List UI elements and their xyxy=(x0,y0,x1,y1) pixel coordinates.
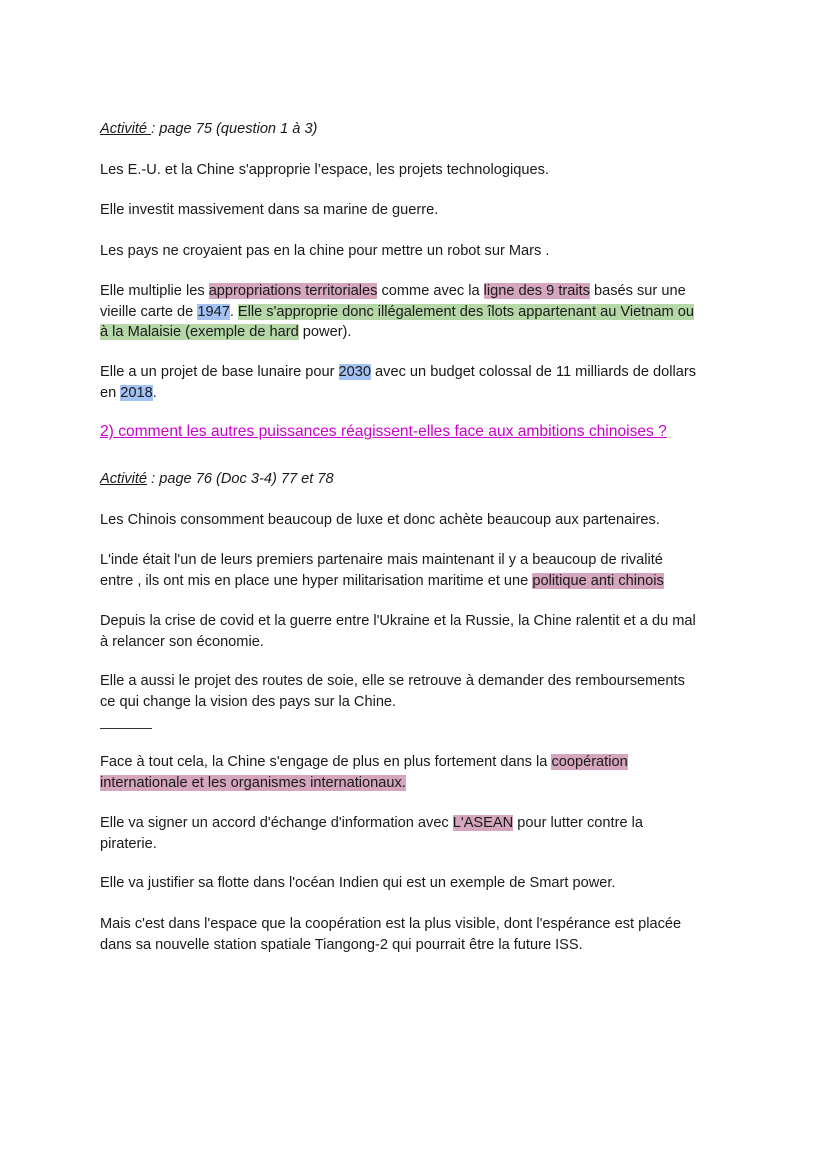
paragraph-4-line-1: Elle multiplie les appropriations territoriales comme avec la ligne des 9 traits basés sur une xyxy=(100,283,686,299)
highlight-year-1947: 1947 xyxy=(197,303,230,320)
highlight-asean: L'ASEAN xyxy=(452,815,514,831)
paragraph-8: Depuis la crise de covid et la guerre entre l'Ukraine et la Russie, la Chine ralentit et a du mal à relancer son économie. xyxy=(100,613,696,650)
paragraph-6: Les Chinois consomment beaucoup de luxe et donc achète beaucoup aux partenaires. xyxy=(100,512,660,528)
question-2-heading: 2) comment les autres puissances réagissent-elles face aux ambitions chinoises ? xyxy=(100,423,667,440)
paragraph-9: Elle a aussi le projet des routes de soie, elle se retrouve à demander des remboursements ce qui change la vision des pays sur la Chine. xyxy=(100,673,685,710)
highlight-ligne-9-traits: ligne des 9 traits xyxy=(483,283,590,299)
activity-label: Activité xyxy=(100,121,152,137)
paragraph-4-line-2: vieille carte de 1947. Elle s'approprie donc illégalement des îlots appartenant au Vietnam ou xyxy=(100,303,694,320)
activity-reference: : page 76 (Doc 3-4) 77 et 78 xyxy=(147,471,334,487)
activity-label: Activité xyxy=(100,471,148,487)
paragraph-11: Elle va signer un accord d'échange d'information avec L'ASEAN pour lutter contre la piraterie. xyxy=(100,815,643,852)
activity-reference: : page 75 (question 1 à 3) xyxy=(151,121,318,137)
paragraph-10: Face à tout cela, la Chine s'engage de plus en plus fortement dans la coopération internationale et les organismes internationaux. xyxy=(100,754,628,791)
paragraph-4 xyxy=(100,281,740,343)
highlight-cooperation: coopération xyxy=(551,754,628,770)
paragraph-2: Elle investit massivement dans sa marine de guerre. xyxy=(100,202,439,218)
highlight-politique-anti-chinois: politique anti chinois xyxy=(532,572,664,589)
paragraph-7: L'inde était l'un de leurs premiers partenaire mais maintenant il y a beaucoup de rivalité entre , ils ont mis en place une hyper militarisation maritime et une politique anti chinois xyxy=(100,552,664,589)
paragraph-1: Les E.-U. et la Chine s'approprie l’espace, les projets technologiques. xyxy=(100,162,549,178)
highlight-year-2018: 2018 xyxy=(120,384,153,401)
paragraph-5: Elle a un projet de base lunaire pour 2030 avec un budget colossal de 11 milliards de dollars en 2018. xyxy=(100,364,697,401)
paragraph-4-line-3: à la Malaisie (exemple de hard power). xyxy=(100,324,352,340)
activity-heading-2 xyxy=(100,469,740,490)
highlight-year-2030: 2030 xyxy=(338,364,371,380)
highlight-hard-power: à la Malaisie (exemple de hard xyxy=(100,324,299,340)
paragraph-13: Mais c'est dans l'espace que la coopération est la plus visible, dont l'espérance est placée dans sa nouvelle station spatiale Tiangong-2 qui pourrait être la future ISS. xyxy=(100,916,682,953)
separator-line xyxy=(100,728,152,729)
highlight-organismes-internationaux: internationale et les organismes internationaux. xyxy=(100,774,406,791)
paragraph-12: Elle va justifier sa flotte dans l'océan Indien qui est un exemple de Smart power. xyxy=(100,875,616,891)
paragraph-3: Les pays ne croyaient pas en la chine pour mettre un robot sur Mars . xyxy=(100,243,550,259)
activity-heading-1 xyxy=(100,119,740,140)
highlight-appropriations: appropriations territoriales xyxy=(208,283,378,299)
highlight-illegal-islands: Elle s'approprie donc illégalement des îlots appartenant au Vietnam ou xyxy=(237,303,694,320)
